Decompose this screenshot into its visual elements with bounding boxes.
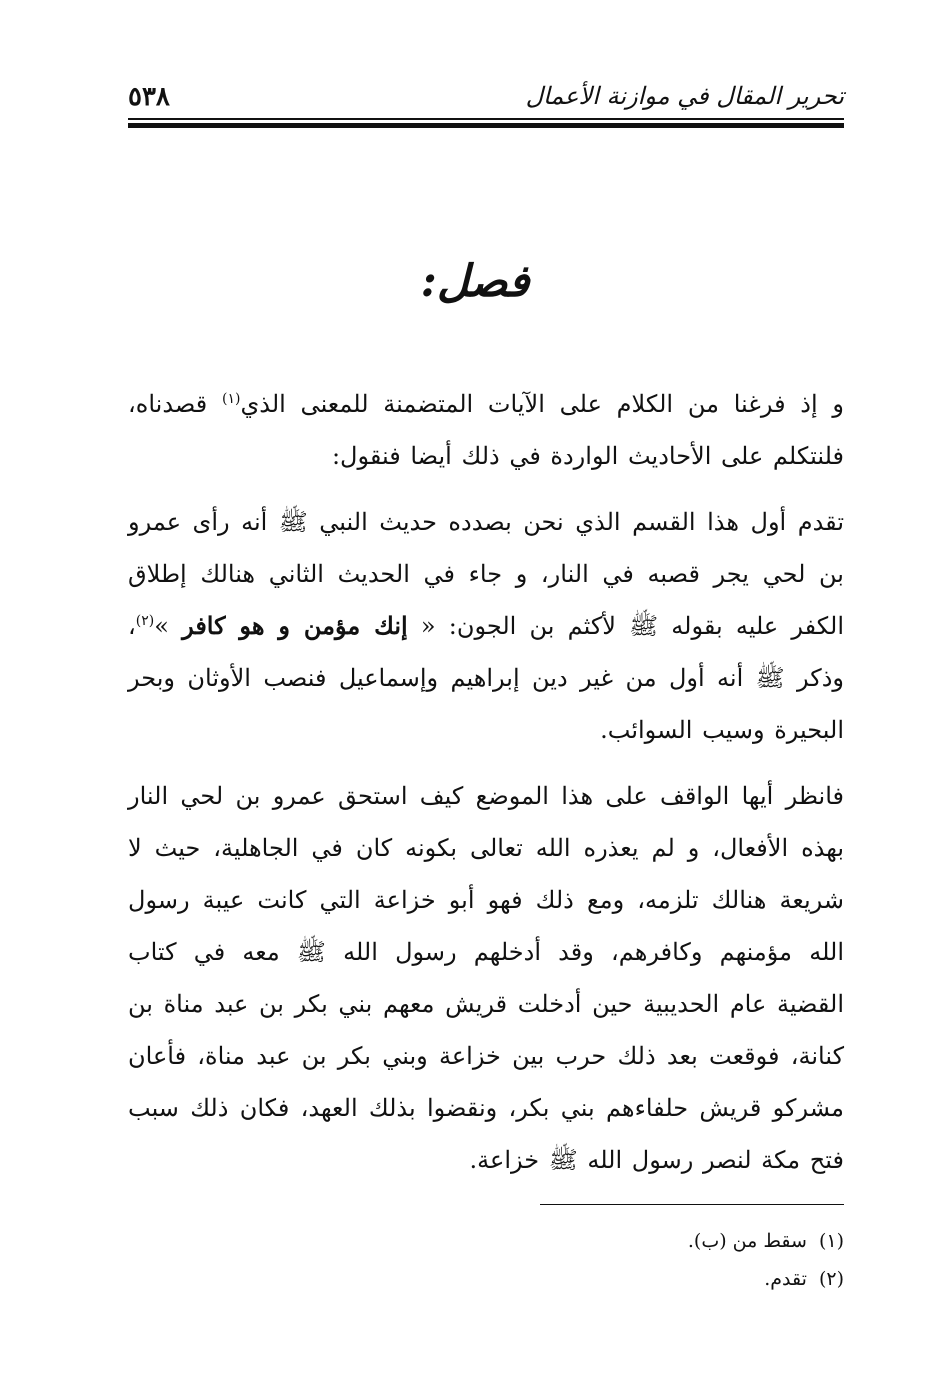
footnote-separator: [540, 1204, 844, 1205]
book-title: تحرير المقال في موازنة الأعمال: [525, 82, 844, 110]
paragraph-2-part-b: »: [154, 612, 183, 640]
footnote-1: [524, 1222, 844, 1260]
footnote-ref-2: (٢): [135, 613, 155, 629]
paragraph-3: فانظر أيها الواقف على هذا الموضع كيف استحق عمرو بن لحي النار بهذه الأفعال، و لم يعذره الله تعالى بكونه كان في الجاهلية، حيث لا شريعة هنالك تلزمه، ومع ذلك فهو أبو خزاعة التي كانت عيبة رسول الله مؤمنهم وكافرهم، وقد أدخلهم رسول الله ﷺ معه في كتاب القضية عام الحديبية حين أدخلت قريش معهم بني بكر بن عبد مناة بن كنانة، فوقعت بعد ذلك حرب بين خزاعة وبني بكر بن عبد مناة، فأعان مشركو قريش حلفاءهم بني بكر، ونقضوا بذلك العهد، فكان ذلك سبب فتح مكة لنصر رسول الله ﷺ خزاعة.: [128, 782, 844, 1174]
paragraph-1: [128, 378, 844, 482]
main-text: [128, 378, 844, 1186]
footnote-ref-1: (١): [221, 391, 241, 407]
running-header: [128, 80, 844, 116]
section-heading: فصل:: [420, 256, 530, 307]
footnote-2: [524, 1260, 844, 1298]
paragraph-1-part-b: قصدناه، فلنتكلم على الأحاديث الواردة في ذلك أيضا فنقول:: [128, 390, 844, 470]
paragraph-1-part-a: و إذ فرغنا من الكلام على الآيات المتضمنة للمعنى الذي: [240, 390, 845, 418]
footnote-number: (٢): [818, 1268, 844, 1290]
header-rule-thick: [128, 123, 844, 128]
header-rule-thin: [128, 118, 844, 120]
page-number: ٥٣٨: [128, 82, 170, 112]
footnotes: [524, 1222, 844, 1298]
bold-quote: إنك مؤمن و هو كافر: [182, 611, 408, 640]
footnote-text: سقط من (ب).: [687, 1230, 807, 1252]
footnote-text: تقدم.: [764, 1268, 807, 1290]
paragraph-2: [128, 496, 844, 756]
paragraph-2-part-c: ، وذكر ﷺ أنه أول من غير دين إبراهيم وإسماعيل فنصب الأوثان وبحر البحيرة وسيب السوائب.: [128, 612, 844, 744]
footnote-number: (١): [818, 1230, 844, 1252]
paragraph-2-part-a: تقدم أول هذا القسم الذي نحن بصدده حديث النبي ﷺ أنه رأى عمرو بن لحي يجر قصبه في النار، و جاء في الحديث الثاني هنالك إطلاق الكفر عليه بقوله ﷺ لأكثم بن الجون: «: [128, 508, 844, 640]
